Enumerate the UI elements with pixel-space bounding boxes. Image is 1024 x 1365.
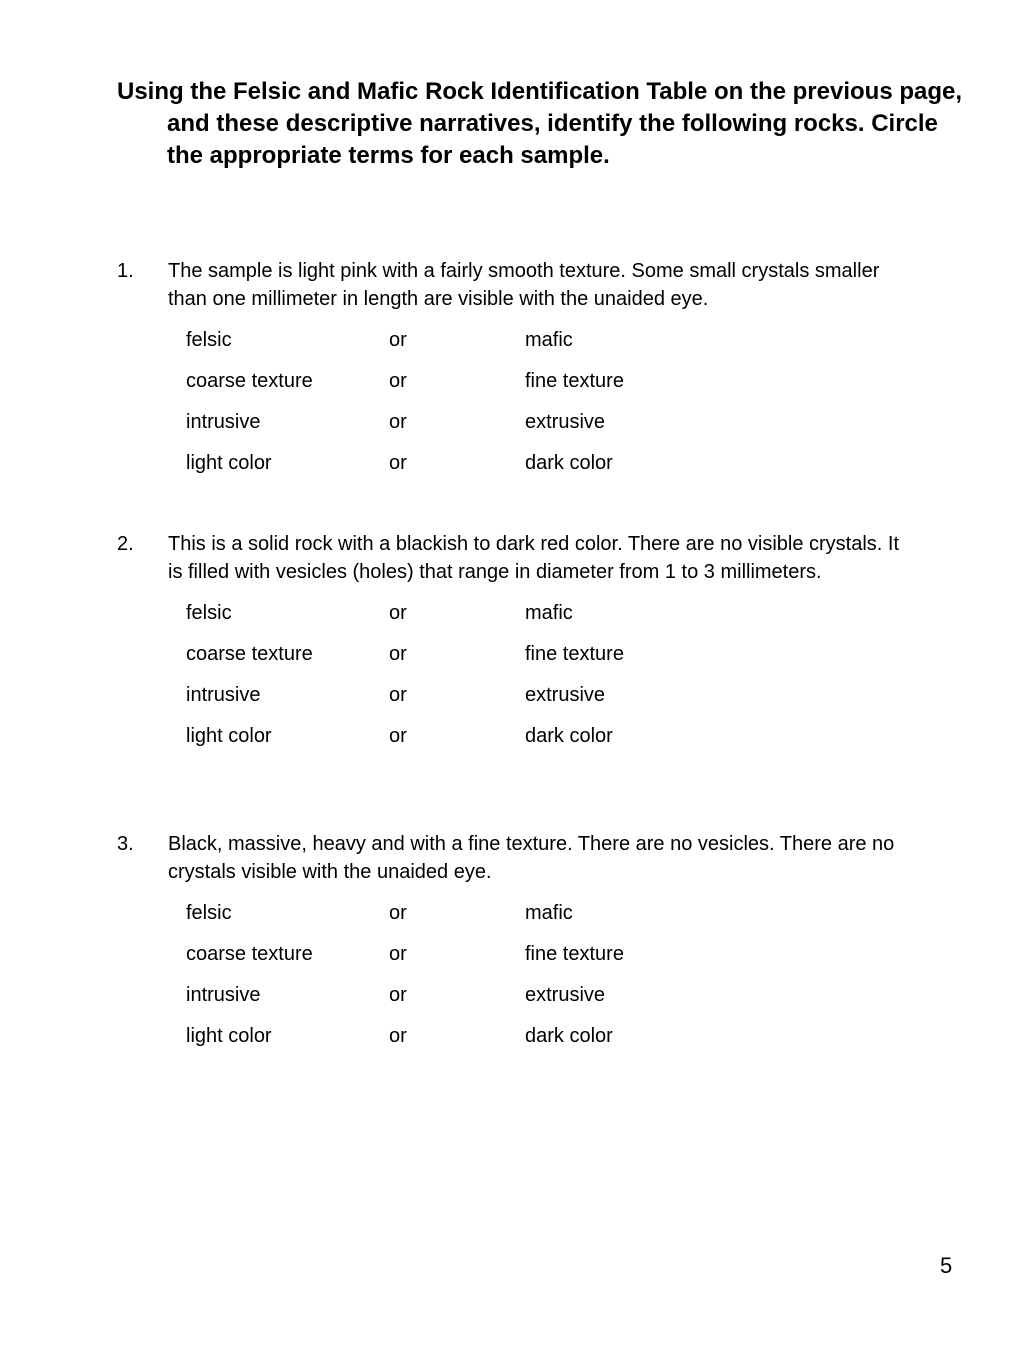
choice-mafic[interactable]: mafic: [525, 602, 573, 624]
choice-light-color[interactable]: light color: [186, 452, 272, 474]
choice-or: or: [389, 684, 407, 706]
choice-row-intrusive-extrusive: [186, 681, 917, 722]
instructions-heading: Using the Felsic and Mafic Rock Identification Table on the previous page, and these descriptive narratives, identify the following rocks. Circle the appropriate terms for each sample.: [117, 78, 963, 169]
choice-row-color: [186, 449, 917, 490]
choice-light-color[interactable]: light color: [186, 725, 272, 747]
choice-fine-texture[interactable]: fine texture: [525, 943, 624, 965]
choice-or: or: [389, 902, 407, 924]
choice-or: or: [389, 1025, 407, 1047]
choice-or: or: [389, 943, 407, 965]
choice-intrusive[interactable]: intrusive: [186, 684, 261, 706]
question-1: [117, 257, 917, 490]
choice-or: or: [389, 643, 407, 665]
choice-row-intrusive-extrusive: [186, 408, 917, 449]
choice-row-texture: [186, 640, 917, 681]
question-2: [117, 530, 917, 763]
choice-or: or: [389, 411, 407, 433]
page-number: 5: [940, 1253, 953, 1278]
choice-mafic[interactable]: mafic: [525, 329, 573, 351]
choice-row-felsic-mafic: [186, 899, 917, 940]
question-3: [117, 830, 917, 1063]
choice-felsic[interactable]: felsic: [186, 329, 232, 351]
question-number: 3.: [117, 833, 134, 855]
question-text: Black, massive, heavy and with a fine texture. There are no vesicles. There are no crystals visible with the unaided eye.: [168, 833, 895, 883]
choice-row-felsic-mafic: [186, 326, 917, 367]
choice-or: or: [389, 725, 407, 747]
question-text: This is a solid rock with a blackish to dark red color. There are no visible crystals. It is filled with vesicles (holes) that range in diameter from 1 to 3 millimeters.: [168, 533, 900, 583]
choice-intrusive[interactable]: intrusive: [186, 984, 261, 1006]
choice-row-color: [186, 722, 917, 763]
choice-extrusive[interactable]: extrusive: [525, 684, 606, 706]
choice-row-texture: [186, 940, 917, 981]
choice-list: [186, 899, 917, 1063]
choice-mafic[interactable]: mafic: [525, 902, 573, 924]
choice-light-color[interactable]: light color: [186, 1025, 272, 1047]
choice-row-felsic-mafic: [186, 599, 917, 640]
choice-row-intrusive-extrusive: [186, 981, 917, 1022]
choice-coarse-texture[interactable]: coarse texture: [186, 370, 313, 392]
choice-fine-texture[interactable]: fine texture: [525, 643, 624, 665]
question-text: The sample is light pink with a fairly smooth texture. Some small crystals smaller than one millimeter in length are visible with the unaided eye.: [168, 260, 880, 310]
choice-coarse-texture[interactable]: coarse texture: [186, 643, 313, 665]
choice-or: or: [389, 370, 407, 392]
choice-felsic[interactable]: felsic: [186, 602, 232, 624]
choice-extrusive[interactable]: extrusive: [525, 984, 606, 1006]
choice-fine-texture[interactable]: fine texture: [525, 370, 624, 392]
choice-felsic[interactable]: felsic: [186, 902, 232, 924]
choice-row-color: [186, 1022, 917, 1063]
choice-or: or: [389, 329, 407, 351]
choice-coarse-texture[interactable]: coarse texture: [186, 943, 313, 965]
choice-dark-color[interactable]: dark color: [525, 725, 613, 747]
choice-extrusive[interactable]: extrusive: [525, 411, 606, 433]
question-number: 2.: [117, 533, 134, 555]
choice-or: or: [389, 984, 407, 1006]
choice-dark-color[interactable]: dark color: [525, 452, 613, 474]
question-number: 1.: [117, 260, 134, 282]
choice-intrusive[interactable]: intrusive: [186, 411, 261, 433]
choice-dark-color[interactable]: dark color: [525, 1025, 613, 1047]
choice-or: or: [389, 452, 407, 474]
choice-row-texture: [186, 367, 917, 408]
choice-or: or: [389, 602, 407, 624]
choice-list: [186, 326, 917, 490]
choice-list: [186, 599, 917, 763]
